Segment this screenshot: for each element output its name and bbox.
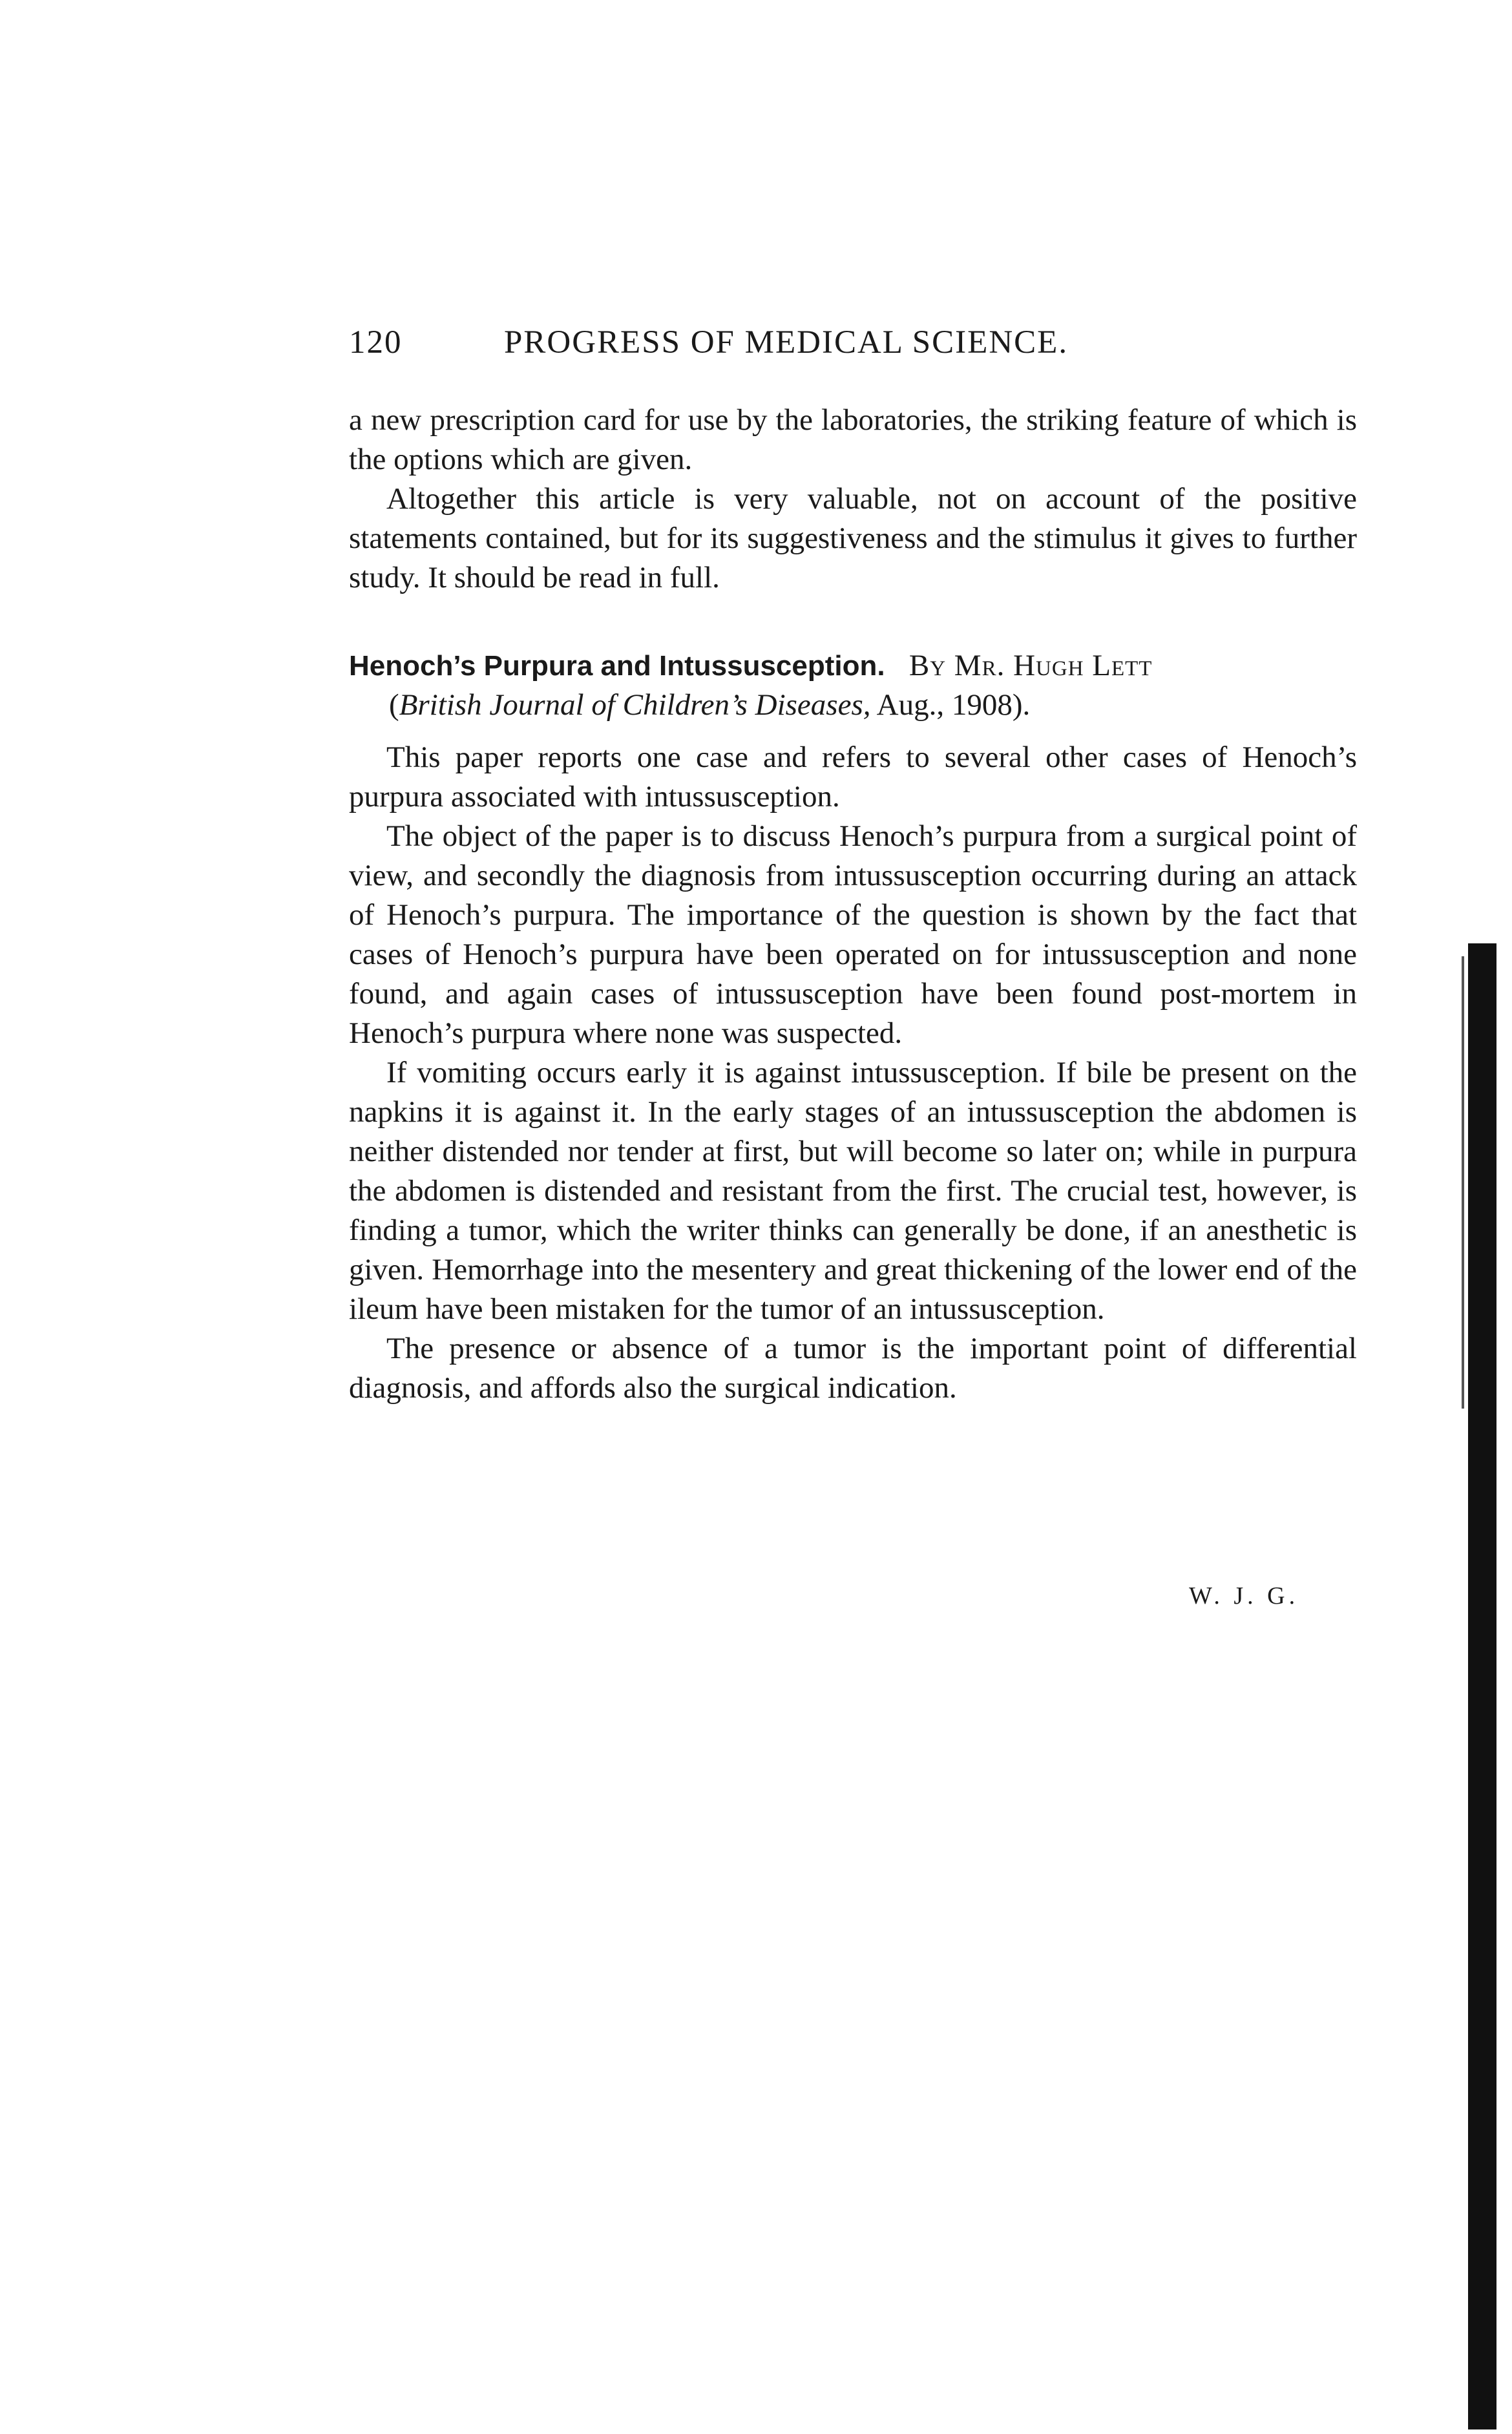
article-heading xyxy=(349,646,1357,725)
page-number: 120 xyxy=(349,324,403,361)
body-paragraph: If vomiting occurs early it is against intussusception. If bile be present on the napkins it is against it. In the early stages of an intussusception the abdomen is neither distended nor tender at first, but will become so later on; while in purpura the abdomen is distended and resistant from the first. The crucial test, however, is finding a tumor, which the writer thinks can generally be done, if an anesthetic is given. Hemorrhage into the mesentery and great thickening of the lower end of the ileum have been mistaken for the tumor of an intussusception. xyxy=(349,1056,1357,1326)
body-paragraph: This paper reports one case and refers to several other cases of Henoch’s purpura associated with intussusception. xyxy=(349,740,1357,813)
reviewer-initials: W. J. G. xyxy=(1189,1582,1299,1610)
body-paragraph: The object of the paper is to discuss Henoch’s purpura from a surgical point of view, and secondly the diagnosis from intussusception occurring during an attack of Henoch’s purpura. The importance of the question is shown by the fact that cases of Henoch’s purpura have been operated on for intussusception and none found, and again cases of intussusception have been found post-mortem in Henoch’s purpura where none was suspected. xyxy=(349,819,1357,1050)
publication-date: Aug., 1908). xyxy=(876,688,1031,722)
scan-edge-line xyxy=(1462,956,1464,1409)
reference-open-paren: ( xyxy=(389,688,399,722)
body-paragraph: The presence or absence of a tumor is the important point of differential diagnosis, and affords also the surgical indication. xyxy=(349,1332,1357,1405)
continuation-text xyxy=(349,401,1357,598)
running-title: PROGRESS OF MEDICAL SCIENCE. xyxy=(504,324,1069,361)
by-label: By xyxy=(908,649,947,682)
continuation-paragraph: a new prescription card for use by the laboratories, the striking feature of which is the options which are given. xyxy=(349,403,1357,476)
closing-paragraph: Altogether this article is very valuable, not on account of the positive statements contained, but for its suggestiveness and the stimulus it gives to further study. It should be read in full. xyxy=(349,482,1357,594)
article-author: Mr. Hugh Lett xyxy=(954,649,1153,682)
journal-name: British Journal of Children’s Diseases, xyxy=(399,688,871,722)
scan-edge-shadow xyxy=(1468,943,1496,2429)
article-reference xyxy=(349,686,1357,725)
article-title: Henoch’s Purpura and Intussusception. xyxy=(349,650,885,682)
running-header xyxy=(349,323,1357,362)
article-body xyxy=(349,738,1357,1408)
